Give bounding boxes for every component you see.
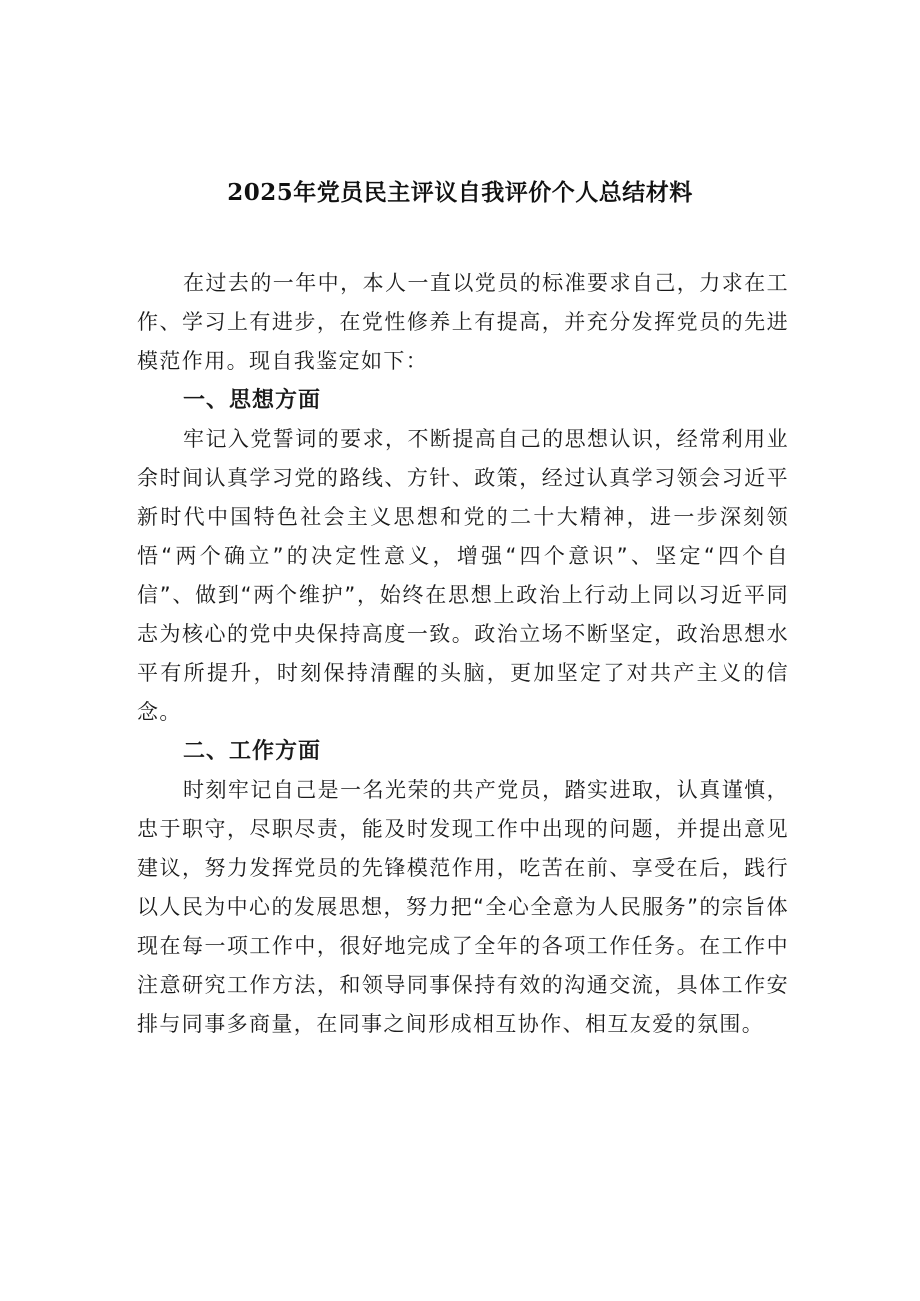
section-work — [137, 732, 789, 1044]
section-body-work: 时刻牢记自己是一名光荣的共产党员，踏实进取，认真谨慎，忠于职守，尽职尽责，能及时发现工作中出现的问题，并提出意见建议，努力发挥党员的先锋模范作用，吃苦在前、享受在后，践行以人民为中心的发展思想，努力把“全心全意为人民服务”的宗旨体现在每一项工作中，很好地完成了全年的各项工作任务。在工作中注意研究工作方法，和领导同事保持有效的沟通交流，具体工作安排与同事多商量，在同事之间形成相互协作、相互友爱的氛围。 — [137, 778, 789, 1036]
document-body — [137, 264, 789, 1044]
intro-paragraph: 在过去的一年中，本人一直以党员的标准要求自己，力求在工作、学习上有进步，在党性修养上有提高，并充分发挥党员的先进模范作用。现自我鉴定如下： — [137, 271, 789, 373]
document-title: 2025年党员民主评议自我评价个人总结材料 — [227, 179, 693, 206]
section-ideology — [137, 381, 789, 732]
section-heading-ideology: 一、思想方面 — [183, 388, 322, 413]
section-heading-work: 二、工作方面 — [183, 739, 322, 764]
section-body-ideology: 牢记入党誓词的要求，不断提高自己的思想认识，经常利用业余时间认真学习党的路线、方针、政策，经过认真学习领会习近平新时代中国特色社会主义思想和党的二十大精神，进一步深刻领悟“两个确立”的决定性意义，增强“四个意识”、坚定“四个自信”、做到“两个维护”，始终在思想上政治上行动上同以习近平同志为核心的党中央保持高度一致。政治立场不断坚定，政治思想水平有所提升，时刻保持清醒的头脑，更加坚定了对共产主义的信念。 — [137, 427, 789, 724]
